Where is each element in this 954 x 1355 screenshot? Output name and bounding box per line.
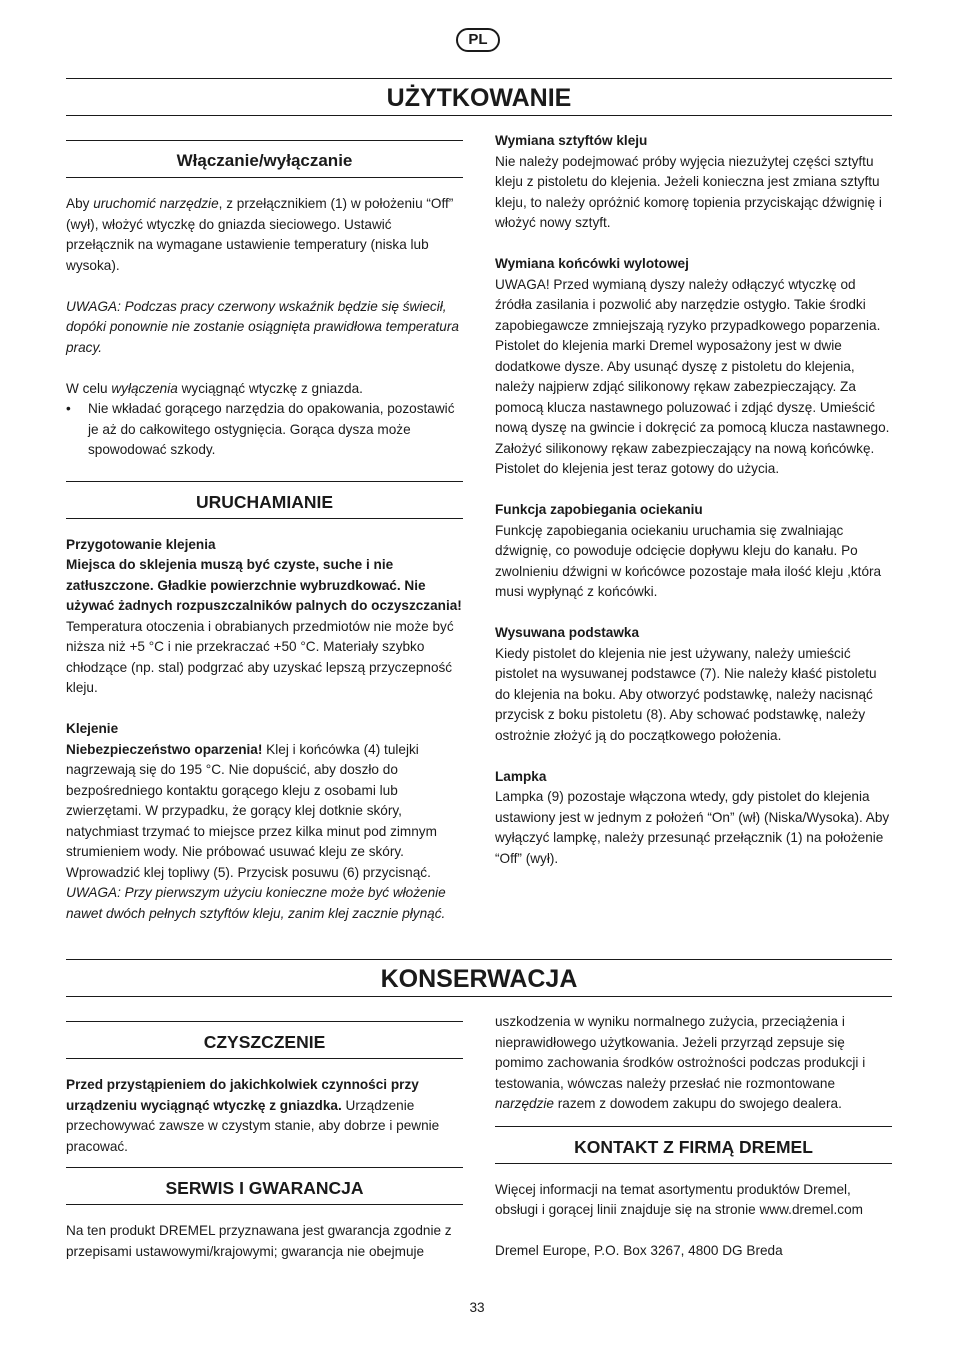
- nozzle-text-1: UWAGA! Przed wymianą dyszy należy odłączyć wtyczkę od źródła zasilania i pozwolić aby narzędzie ostygło. Takie środki zapobiegawcze zmniejszają ryzyko przypadkowego poparzenia.: [495, 276, 881, 333]
- drip-title: Funkcja zapobiegania ociekaniu: [495, 502, 703, 517]
- cleaning-paragraph: Przed przystąpieniem do jakichkolwiek czynności przy urządzeniu wyciągnąć wtyczkę z gniazdka. Urządzenie przechowywać zawsze w czystym stanie, aby dobrze i pewnie pracować.: [66, 1077, 440, 1154]
- usage-left-column: [66, 140, 463, 924]
- service-paragraph: Na ten produkt DREMEL przyznawana jest gwarancja zgodnie z przepisami ustawowymi/krajowymi; gwarancja nie obejmuje: [66, 1223, 452, 1259]
- contact-address: Dremel Europe, P.O. Box 3267, 4800 DG Breda: [495, 1243, 783, 1258]
- page-number: 33: [469, 1300, 485, 1315]
- onoff-paragraph: Aby uruchomić narzędzie, z przełącznikiem (1) w położeniu “Off” (wył), włożyć wtyczkę do gniazda sieciowego. Ustawić przełącznik na wymagane ustawienie temperatury (niska lub wysoka).: [66, 196, 454, 273]
- maintenance-left-column: [66, 1021, 463, 1262]
- stand-text: Kiedy pistolet do klejenia nie jest używany, należy umieścić pistolet na wysuwanej podstawce (7). Nie należy kłaść pistoletu do klejenia na boku. Aby otworzyć podstawkę, należy nacisnąć przycisk z boku pistoletu (8). Aby schować podstawkę, należy ostrożnie złożyć ją do początkowego położenia.: [495, 645, 877, 743]
- stand-title: Wysuwana podstawka: [495, 625, 640, 640]
- onoff-note: UWAGA: Podczas pracy czerwony wskaźnik będzie się świecił, dopóki ponownie nie zostanie osiągnięta prawidłowa temperatura pracy.: [66, 298, 459, 355]
- contact-heading: KONTAKT Z FIRMĄ DREMEL: [495, 1126, 892, 1164]
- maintenance-right-column: [495, 1012, 892, 1262]
- onoff-heading: Włączanie/wyłączanie: [66, 140, 463, 178]
- prep-title: Przygotowanie klejenia: [66, 536, 216, 552]
- usage-right-column: [495, 131, 892, 869]
- glue-title: Klejenie: [66, 721, 119, 736]
- stick-title: Wymiana sztyftów kleju: [495, 133, 648, 148]
- nozzle-text-2: Pistolet do klejenia marki Dremel wyposażony jest w dwie dodatkowe dysze. Aby usunąć dyszę z pistoletu do klejenia, należy najpierw zdjąć silikonowy rękaw zabezpieczający. Za pomocą klucza nastawnego poluzować i zdjąć dyszę. Umieścić nową dyszę na gwincie i dokręcić za pomocą klucza nastawnego. Założyć silikonowy rękaw zabezpieczający na nową końcówkę. Pistolet do klejenia jest teraz gotowy do użycia.: [495, 338, 890, 476]
- prep-paragraph: Miejsca do sklejenia muszą być czyste, suche i nie zatłuszczone. Gładkie powierzchnie wybruzdkować. Nie używać żadnych rozpuszczalników palnych do oczyszczania! Temperatura otoczenia i obrabianych przedmiotów nie może być niższa niż +5 °C i nie przekraczać +50 °C. Materiały szybko chłodzące (np. stal) podgrzać aby uzyskać lepszą przyczepność kleju.: [66, 557, 462, 695]
- startup-heading: URUCHAMIANIE: [66, 481, 463, 519]
- glue-note: UWAGA: Przy pierwszym użyciu konieczne może być włożenie nawet dwóch pełnych sztyftów kleju, zanim klej zacznie płynąć.: [66, 885, 446, 921]
- usage-title: UŻYTKOWANIE: [66, 78, 892, 116]
- lamp-title: Lampka: [495, 768, 547, 784]
- onoff-bullet: • Nie wkładać gorącego narzędzia do opakowania, pozostawić je aż do całkowitego ostygnięcia. Gorąca dysza może spowodować szkody.: [66, 399, 463, 461]
- stick-text: Nie należy podejmować próby wyjęcia niezużytej części sztyftu kleju z pistoletu do klejenia. Jeżeli konieczna jest zmiana sztyftu kleju, to należy opróżnić komorę topienia przyciskając dźwignię i włożyć nowy sztyft.: [495, 153, 882, 230]
- contact-text: Więcej informacji na temat asortymentu produktów Dremel, obsługi i gorącej linii znajduje się na stronie www.dremel.com: [495, 1181, 863, 1217]
- service-heading: SERWIS I GWARANCJA: [66, 1167, 463, 1205]
- cleaning-heading: CZYSZCZENIE: [66, 1021, 463, 1059]
- language-badge: PL: [456, 28, 500, 52]
- drip-text: Funkcję zapobiegania ociekaniu uruchamia się zwalniając dźwignię, co powoduje odcięcie dopływu kleju do kanału. Po zwolnieniu dźwigni w końcówce pozostaje mała ilość kleju ,która musi wypłynąć z końcówki.: [495, 522, 882, 599]
- lamp-text: Lampka (9) pozostaje włączona wtedy, gdy pistolet do klejenia ustawiony jest w jednym z położeń “On” (wł) (Niska/Wysoka). Aby wyłączyć lampkę, należy przesunąć przełącznik (1) na położenie “Off” (wył).: [495, 789, 890, 866]
- maintenance-title: KONSERWACJA: [66, 959, 892, 997]
- onoff-off-paragraph: W celu wyłączenia wyciągnąć wtyczkę z gniazda.: [66, 380, 363, 396]
- service-continued: uszkodzenia w wyniku normalnego zużycia, przeciążenia i nieprawidłowego użytkowania. Jeżeli przyrząd zepsuje się pomimo zachowania środków ostrożności podczas produkcji i testowania, wówczas należy przesłać nie rozmontowane narzędzie razem z dowodem zakupu do swojego dealera.: [495, 1014, 866, 1111]
- nozzle-title: Wymiana końcówki wylotowej: [495, 256, 689, 271]
- glue-paragraph: Niebezpieczeństwo oparzenia! Klej i końcówka (4) tulejki nagrzewają się do 195 °C. Nie dopuścić, aby doszło do bezpośredniego kontaktu gorącego kleju z osobami lub zwierzętami. W przypadku, że gorący klej dotknie skóry, natychmiast trzymać to miejsce przez kilka minut pod zimnym strumieniem wody. Nie próbować usuwać kleju ze skóry. Wprowadzić klej topliwy (5). Przycisk posuwu (6) przycisnąć.: [66, 741, 437, 880]
